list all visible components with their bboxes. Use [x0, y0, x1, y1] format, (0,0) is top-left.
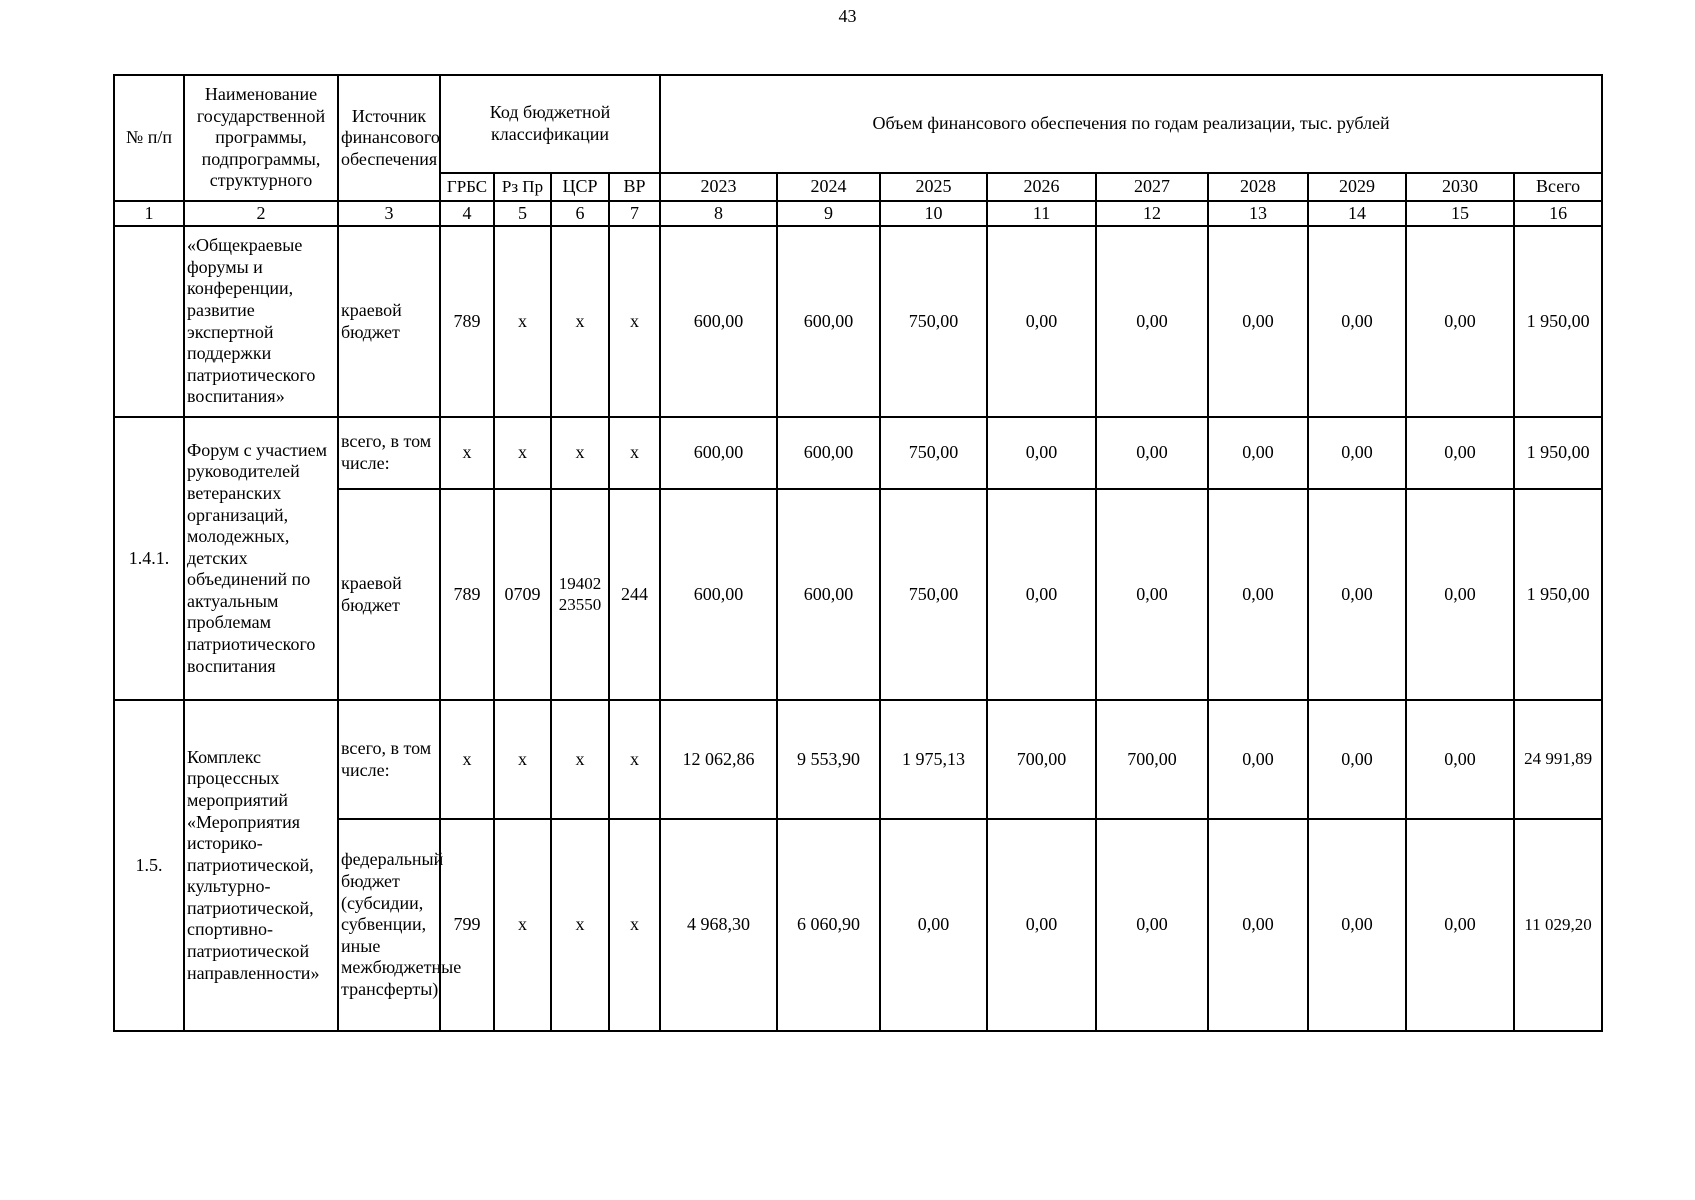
row-value: 4 968,30: [660, 819, 777, 1031]
row-value: 700,00: [987, 700, 1096, 819]
row-value: 0,00: [1308, 700, 1406, 819]
row-value: 600,00: [777, 417, 880, 489]
column-number: 15: [1406, 201, 1514, 226]
column-number: 1: [114, 201, 184, 226]
row-value: 750,00: [880, 226, 987, 417]
row-value: 600,00: [660, 226, 777, 417]
row-value: 750,00: [880, 417, 987, 489]
row-value: 9 553,90: [777, 700, 880, 819]
row-source: федеральный бюджет (субсидии, субвенции, иные межбюджетные трансферты): [338, 819, 440, 1031]
row-value: 0,00: [987, 489, 1096, 700]
row-grbs: 799: [440, 819, 494, 1031]
row-value: 6 060,90: [777, 819, 880, 1031]
row-rzpr: x: [494, 226, 551, 417]
row-vr: x: [609, 226, 660, 417]
column-number: 11: [987, 201, 1096, 226]
row-num: [114, 226, 184, 417]
row-value: 0,00: [1208, 489, 1308, 700]
row-csr: x: [551, 226, 609, 417]
row-total: 1 950,00: [1514, 417, 1602, 489]
row-value: 700,00: [1096, 700, 1208, 819]
budget-table: [113, 74, 1603, 1032]
row-value: 0,00: [1308, 819, 1406, 1031]
row-value: 0,00: [1406, 700, 1514, 819]
table-row: [114, 226, 1602, 417]
row-value: 0,00: [1096, 489, 1208, 700]
header-vr: ВР: [609, 173, 660, 201]
row-source: всего, в том числе:: [338, 700, 440, 819]
column-number: 12: [1096, 201, 1208, 226]
row-grbs: 789: [440, 226, 494, 417]
row-csr: x: [551, 819, 609, 1031]
row-source: краевой бюджет: [338, 489, 440, 700]
row-grbs: x: [440, 417, 494, 489]
row-value: 0,00: [987, 226, 1096, 417]
row-value: 600,00: [777, 226, 880, 417]
row-grbs: x: [440, 700, 494, 819]
row-value: 0,00: [1406, 819, 1514, 1031]
row-name: Комплекс процессных мероприятий «Мероприятия историко-патриотической, культурно-патриотической, спортивно-патриотической направленности»: [184, 700, 338, 1031]
header-total: Всего: [1514, 173, 1602, 201]
row-value: 0,00: [1208, 819, 1308, 1031]
row-rzpr: 0709: [494, 489, 551, 700]
header-source: Источник финансового обеспечения: [338, 75, 440, 201]
header-year: 2023: [660, 173, 777, 201]
header-grbs: ГРБС: [440, 173, 494, 201]
column-number-row: [114, 201, 1602, 226]
header-row: [114, 75, 1602, 173]
row-total: 1 950,00: [1514, 489, 1602, 700]
row-value: 0,00: [1096, 417, 1208, 489]
column-number: 6: [551, 201, 609, 226]
row-csr: x: [551, 700, 609, 819]
row-vr: x: [609, 700, 660, 819]
row-value: 1 975,13: [880, 700, 987, 819]
row-source: краевой бюджет: [338, 226, 440, 417]
row-value: 0,00: [1308, 489, 1406, 700]
table-row: [114, 700, 1602, 819]
row-value: 0,00: [1308, 226, 1406, 417]
row-value: 0,00: [1406, 417, 1514, 489]
column-number: 13: [1208, 201, 1308, 226]
row-value: 0,00: [1208, 700, 1308, 819]
table-row: [114, 489, 1602, 700]
header-volume-group: Объем финансового обеспечения по годам реализации, тыс. рублей: [660, 75, 1602, 173]
column-number: 14: [1308, 201, 1406, 226]
row-csr: 19402 23550: [551, 489, 609, 700]
header-year: 2030: [1406, 173, 1514, 201]
row-name: Форум с участием руководителей ветеранских организаций, молодежных, детских объединений по актуальным проблемам патриотического воспитания: [184, 417, 338, 700]
row-value: 600,00: [777, 489, 880, 700]
row-vr: 244: [609, 489, 660, 700]
table-row: [114, 819, 1602, 1031]
column-number: 7: [609, 201, 660, 226]
row-value: 0,00: [1406, 489, 1514, 700]
row-csr: x: [551, 417, 609, 489]
column-number: 16: [1514, 201, 1602, 226]
row-value: 600,00: [660, 417, 777, 489]
row-rzpr: x: [494, 417, 551, 489]
row-total: 24 991,89: [1514, 700, 1602, 819]
header-year: 2028: [1208, 173, 1308, 201]
row-rzpr: x: [494, 700, 551, 819]
header-year: 2024: [777, 173, 880, 201]
row-value: 0,00: [1208, 226, 1308, 417]
row-rzpr: x: [494, 819, 551, 1031]
table-row: [114, 417, 1602, 489]
row-source: всего, в том числе:: [338, 417, 440, 489]
header-name: Наименование государственной программы, подпрограммы, структурного: [184, 75, 338, 201]
row-vr: x: [609, 417, 660, 489]
column-number: 8: [660, 201, 777, 226]
row-total: 1 950,00: [1514, 226, 1602, 417]
row-value: 0,00: [1308, 417, 1406, 489]
row-value: 600,00: [660, 489, 777, 700]
header-year: 2026: [987, 173, 1096, 201]
row-value: 12 062,86: [660, 700, 777, 819]
row-value: 0,00: [987, 417, 1096, 489]
header-rzpr: Рз Пр: [494, 173, 551, 201]
page-number: 43: [838, 6, 857, 26]
row-value: 750,00: [880, 489, 987, 700]
column-number: 2: [184, 201, 338, 226]
header-csr: ЦСР: [551, 173, 609, 201]
row-num: 1.4.1.: [114, 417, 184, 700]
header-code-group: Код бюджетной классификации: [440, 75, 660, 173]
column-number: 9: [777, 201, 880, 226]
header-year: 2027: [1096, 173, 1208, 201]
header-num: № п/п: [114, 75, 184, 201]
row-total: 11 029,20: [1514, 819, 1602, 1031]
row-value: 0,00: [1208, 417, 1308, 489]
row-vr: x: [609, 819, 660, 1031]
row-value: 0,00: [987, 819, 1096, 1031]
header-year: 2029: [1308, 173, 1406, 201]
column-number: 3: [338, 201, 440, 226]
header-year: 2025: [880, 173, 987, 201]
column-number: 4: [440, 201, 494, 226]
row-value: 0,00: [1096, 226, 1208, 417]
row-name: «Общекраевые форумы и конференции, развитие экспертной поддержки патриотического воспитания»: [184, 226, 338, 417]
row-value: 0,00: [1096, 819, 1208, 1031]
row-grbs: 789: [440, 489, 494, 700]
column-number: 10: [880, 201, 987, 226]
row-value: 0,00: [880, 819, 987, 1031]
row-value: 0,00: [1406, 226, 1514, 417]
column-number: 5: [494, 201, 551, 226]
row-num: 1.5.: [114, 700, 184, 1031]
